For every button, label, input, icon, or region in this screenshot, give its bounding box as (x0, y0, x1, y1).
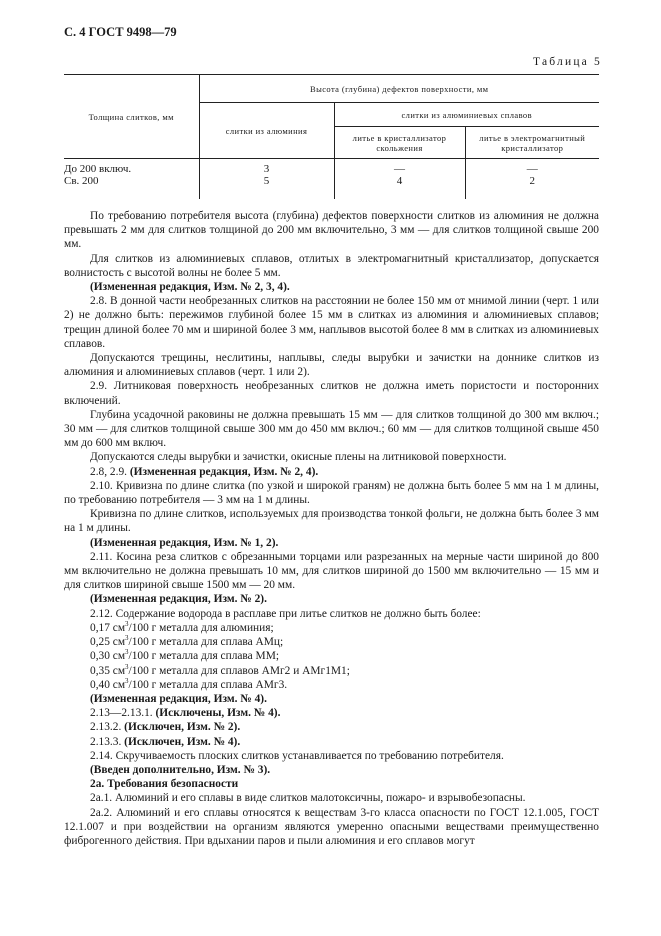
paragraph: По требованию потребителя высота (глубина) дефектов поверхности слитков из алюминия не должна превышать 2 мм для слитков толщиной до 200 мм включительно, 3 мм — для слитков толщиной свыше 200 мм. (64, 210, 599, 251)
paragraph: 2.13.3. (Исключен, Изм. № 4). (90, 735, 241, 748)
header-em-mould: литье в электромагнитный кристаллизатор (465, 127, 599, 159)
paragraph: 2.12. Содержание водорода в расплаве при литье слитков не должно быть более: (90, 607, 481, 620)
paragraph: 2.8. В донной части необрезанных слитков на расстоянии не более 150 мм от мнимой линии (черт. 1 или 2) не должно быть: пережимов глубиной более 15 мм в слитках из алюминия и алюминиевых сплавов; трещин длиной более 70 мм и шириной более 3 мм, наплывов высотой более 8 мм в слитках из алюминиевых сплавов. (64, 295, 599, 350)
paragraph: 2.9. Литниковая поверхность необрезанных слитков не должна иметь пористости и посторонних включений. (64, 380, 599, 407)
hydrogen-line: 0,40 $см^3/100$ г металла для сплава АМг3. (90, 676, 288, 691)
paragraph: Кривизна по длине слитков, используемых для производства тонкой фольги, не должна быть более 3 мм на 1 м длины. (64, 508, 599, 535)
paragraph: 2а.2. Алюминий и его сплавы относятся к веществам 3-го класса опасности по ГОСТ 12.1.005, ГОСТ 12.1.007 и при воздействии на организм являются умеренно опасными веществами преимущественно фиброгенного действия. При вдыхании паров и пыли алюминия и его сплавов могут (64, 806, 599, 847)
cell-thickness: До 200 включ. Св. 200 (64, 163, 132, 187)
revision-note: (Измененная редакция, Изм. № 2). (90, 593, 267, 606)
revision-note: (Измененная редакция, Изм. № 2, 3, 4). (90, 281, 290, 294)
paragraph: 2.13—2.13.1. (Исключены, Изм. № 4). (90, 707, 281, 720)
paragraph: 2.10. Кривизна по длине слитка (по узкой и широкой граням) не должна быть более 5 мм на 1 м длины, по требованию потребителя — 3 мм на 1 м длины. (64, 479, 599, 507)
paragraph: Для слитков из алюминиевых сплавов, отлитых в электромагнитный кристаллизатор, допускается волнистость с высотой волны не более 5 мм. (64, 252, 599, 279)
cell-aluminium: 3 5 (199, 159, 334, 199)
paragraph: Допускаются трещины, неслитины, наплывы, следы вырубки и зачистки на доннике слитков из алюминия и алюминиевых сплавов (черт. 1 или 2). (64, 352, 599, 379)
header-alloys: слитки из алюминиевых сплавов (334, 103, 599, 127)
paragraph: 2а.1. Алюминий и его сплавы в виде слитков малотоксичны, пожаро- и взрывобезопасны. (90, 792, 526, 805)
header-defects: Высота (глубина) дефектов поверхности, мм (199, 75, 599, 103)
revision-note: (Измененная редакция, Изм. № 4). (90, 692, 267, 705)
paragraph: 2.13.2. (Исключен, Изм. № 2). (90, 721, 241, 734)
hydrogen-line: 0,30 $см^3/100$ г металла для сплава ММ; (90, 648, 279, 663)
table-caption: Таблица 5 (533, 56, 602, 68)
hydrogen-line: 0,25 $см^3/100$ г металла для сплава АМц; (90, 634, 284, 649)
paragraph: 2.11. Косина реза слитков с обрезанными торцами или разрезанных на мерные части шириной до 800 мм включительно не должна превышать 10 мм, для слитков шириной до 1500 мм включительно — 15 мм и для слитков шириной свыше 1500 мм — 20 мм. (64, 550, 599, 592)
header-aluminium: слитки из алюминия (199, 103, 334, 159)
paragraph: Допускаются следы вырубки и зачистки, окисные плены на литниковой поверхности. (90, 451, 507, 464)
paragraph: Глубина усадочной раковины не должна превышать 15 мм — для слитков толщиной до 300 мм включ.; 30 мм — для слитков толщиной свыше 300 мм до 450 мм включ.; 60 мм — для слитков толщиной свыше 450 мм до 600 мм включ. (64, 408, 599, 450)
header-thickness: Толщина слитков, мм (64, 75, 199, 159)
cell-em: — 2 (465, 159, 599, 199)
cell-shrink: — 4 (334, 159, 465, 199)
paragraph: 2.14. Скручиваемость плоских слитков устанавливается по требованию потребителя. (90, 749, 504, 762)
page-header: С. 4 ГОСТ 9498—79 (64, 25, 177, 39)
revision-note: (Введен дополнительно, Изм. № 3). (90, 763, 271, 776)
revision-note: (Измененная редакция, Изм. № 1, 2). (90, 536, 279, 549)
paragraph: 2.8, 2.9. (Измененная редакция, Изм. № 2, 4). (90, 465, 319, 478)
header-shrink-mould: литье в кристаллизатор скольжения (334, 127, 465, 159)
hydrogen-line: 0,17 $см^3/100$ г металла для алюминия; (90, 620, 274, 634)
hydrogen-line: 0,35 $см^3/100$ г металла для сплавов АМг2 и АМг1М1; (90, 662, 350, 677)
defects-table (64, 74, 599, 199)
table-row (64, 159, 599, 199)
body-text (64, 209, 599, 848)
section-heading: 2а. Требования безопасности (90, 778, 239, 791)
